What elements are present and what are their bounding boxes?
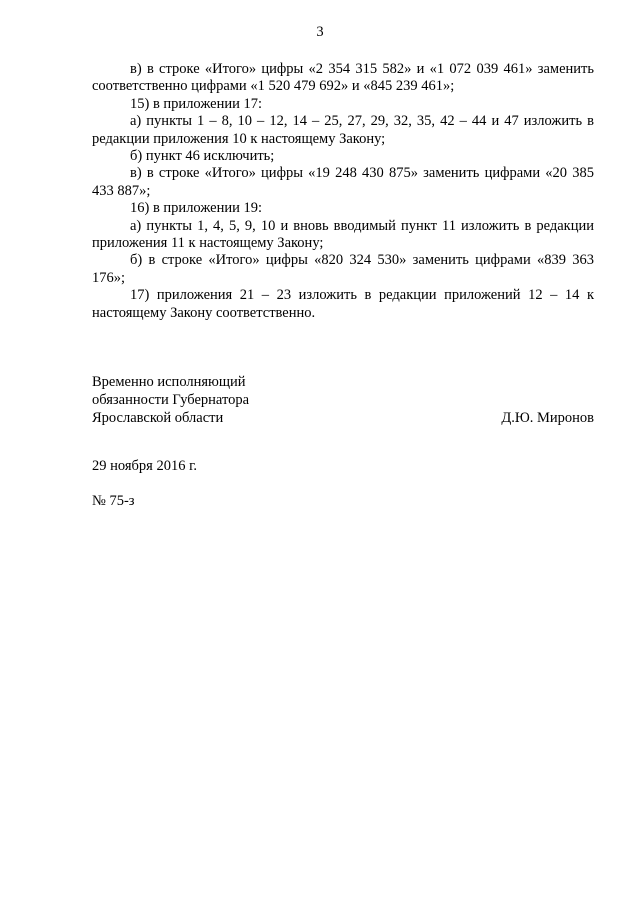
paragraph: в) в строке «Итого» цифры «19 248 430 875» заменить цифрами «20 385 433 887»;: [92, 165, 594, 199]
document-date: 29 ноября 2016 г.: [92, 458, 198, 474]
signatory-title-line-3: Ярославской области: [92, 410, 224, 426]
paragraph: 15) в приложении 17:: [130, 95, 263, 112]
paragraph: б) пункт 46 исключить;: [130, 148, 275, 165]
signatory-row: [92, 409, 594, 427]
page-number: 3: [316, 24, 324, 40]
document-body: [92, 61, 594, 322]
signature-block: [92, 373, 594, 427]
signatory-name: Д.Ю. Миронов: [501, 410, 594, 426]
paragraph: 17) приложения 21 – 23 изложить в редакции приложений 12 – 14 к настоящему Закону соответственно.: [92, 287, 594, 321]
signatory-title-line-1: Временно исполняющий: [92, 374, 246, 390]
paragraph: а) пункты 1 – 8, 10 – 12, 14 – 25, 27, 29, 32, 35, 42 – 44 и 47 изложить в редакции приложения 10 к настоящему Закону;: [92, 113, 594, 147]
law-number: № 75-з: [92, 493, 135, 509]
paragraph: б) в строке «Итого» цифры «820 324 530» заменить цифрами «839 363 176»;: [92, 252, 594, 286]
paragraph: а) пункты 1, 4, 5, 9, 10 и вновь вводимый пункт 11 изложить в редакции приложения 11 к настоящему Закону;: [92, 217, 594, 252]
signatory-title-line-2: обязанности Губернатора: [92, 392, 250, 408]
paragraph: в) в строке «Итого» цифры «2 354 315 582» и «1 072 039 461» заменить соответственно цифрами «1 520 479 692» и «845 239 461»;: [92, 61, 594, 95]
paragraph: 16) в приложении 19:: [130, 200, 263, 217]
